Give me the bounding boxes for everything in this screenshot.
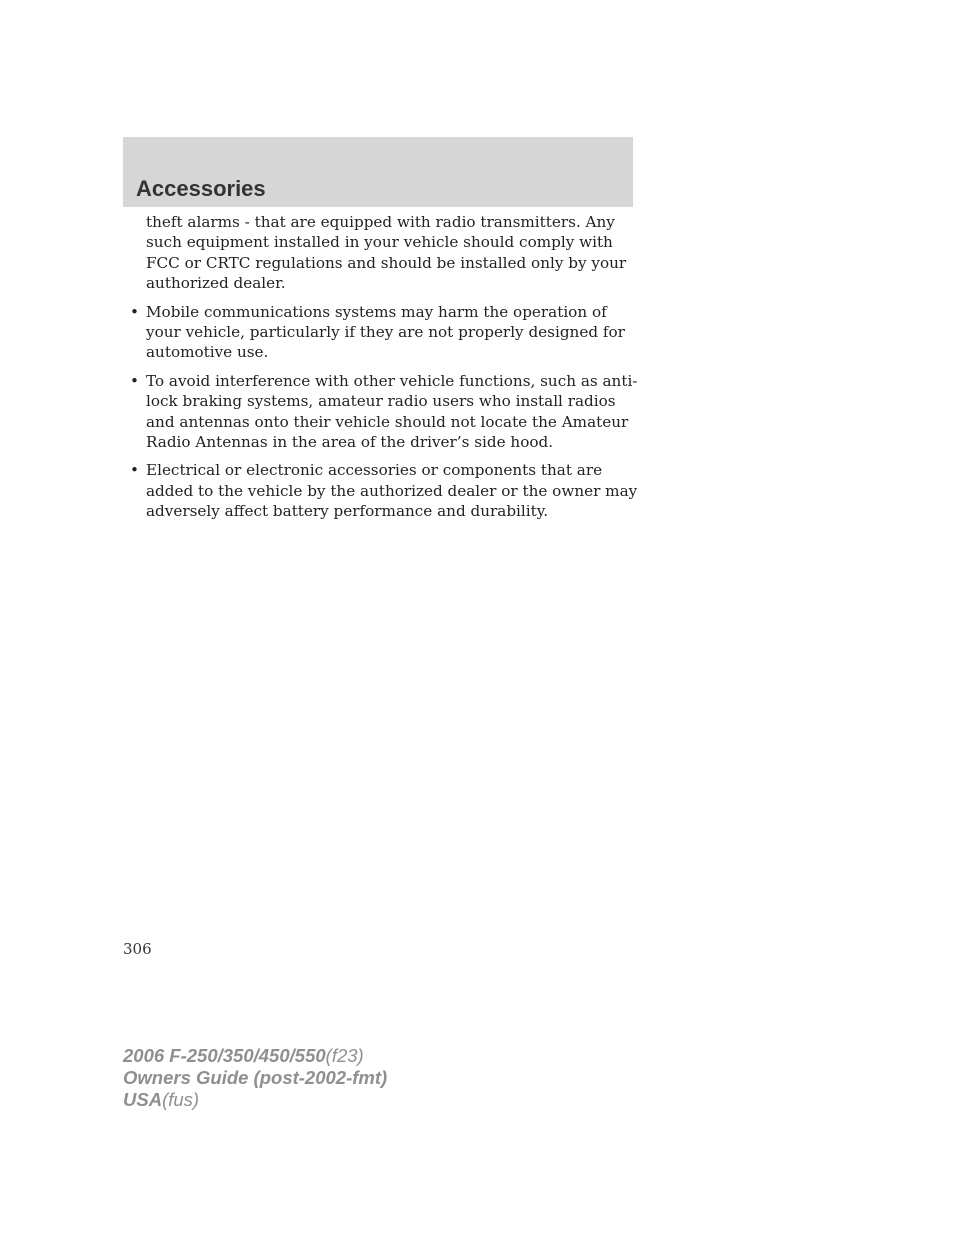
footer-guide-line	[123, 1067, 387, 1089]
list-item	[130, 302, 640, 363]
list-item	[130, 371, 640, 453]
footer-market-code: (fus)	[162, 1089, 200, 1110]
footer-model-code: (f23)	[325, 1045, 364, 1066]
bullet-text: To avoid interference with other vehicle functions, such as anti-lock braking systems, amateur radio users who install radios and antennas onto their vehicle should not locate the Amateur Radio Antennas in the area of the driver’s side hood.	[146, 371, 638, 452]
footer-model: 2006 F-250/350/450/550	[123, 1045, 326, 1066]
page-number: 306	[123, 940, 152, 958]
bullet-text: Electrical or electronic accessories or components that are added to the vehicle by the authorized dealer or the owner may adversely affect battery performance and durability.	[146, 461, 638, 521]
footer-market-line	[123, 1089, 387, 1111]
list-item	[130, 460, 640, 521]
bullet-icon: •	[130, 302, 139, 321]
section-title: Accessories	[136, 176, 266, 201]
footer-market: USA	[123, 1089, 163, 1110]
footer-model-line	[123, 1045, 387, 1067]
bullet-list	[130, 302, 640, 522]
section-header-band	[123, 137, 633, 207]
bullet-icon: •	[130, 461, 139, 480]
bullet-text: Mobile communications systems may harm the operation of your vehicle, particularly if they are not properly designed for automotive use.	[146, 302, 625, 362]
footer-guide: Owners Guide (post-2002-fmt)	[123, 1067, 388, 1088]
bullet-icon: •	[130, 371, 139, 390]
intro-paragraph: theft alarms - that are equipped with radio transmitters. Any such equipment installed in your vehicle should comply with FCC or CRTC regulations and should be installed only by your authorized dealer.	[146, 213, 627, 293]
page-content	[130, 212, 640, 530]
footer	[123, 1045, 387, 1111]
